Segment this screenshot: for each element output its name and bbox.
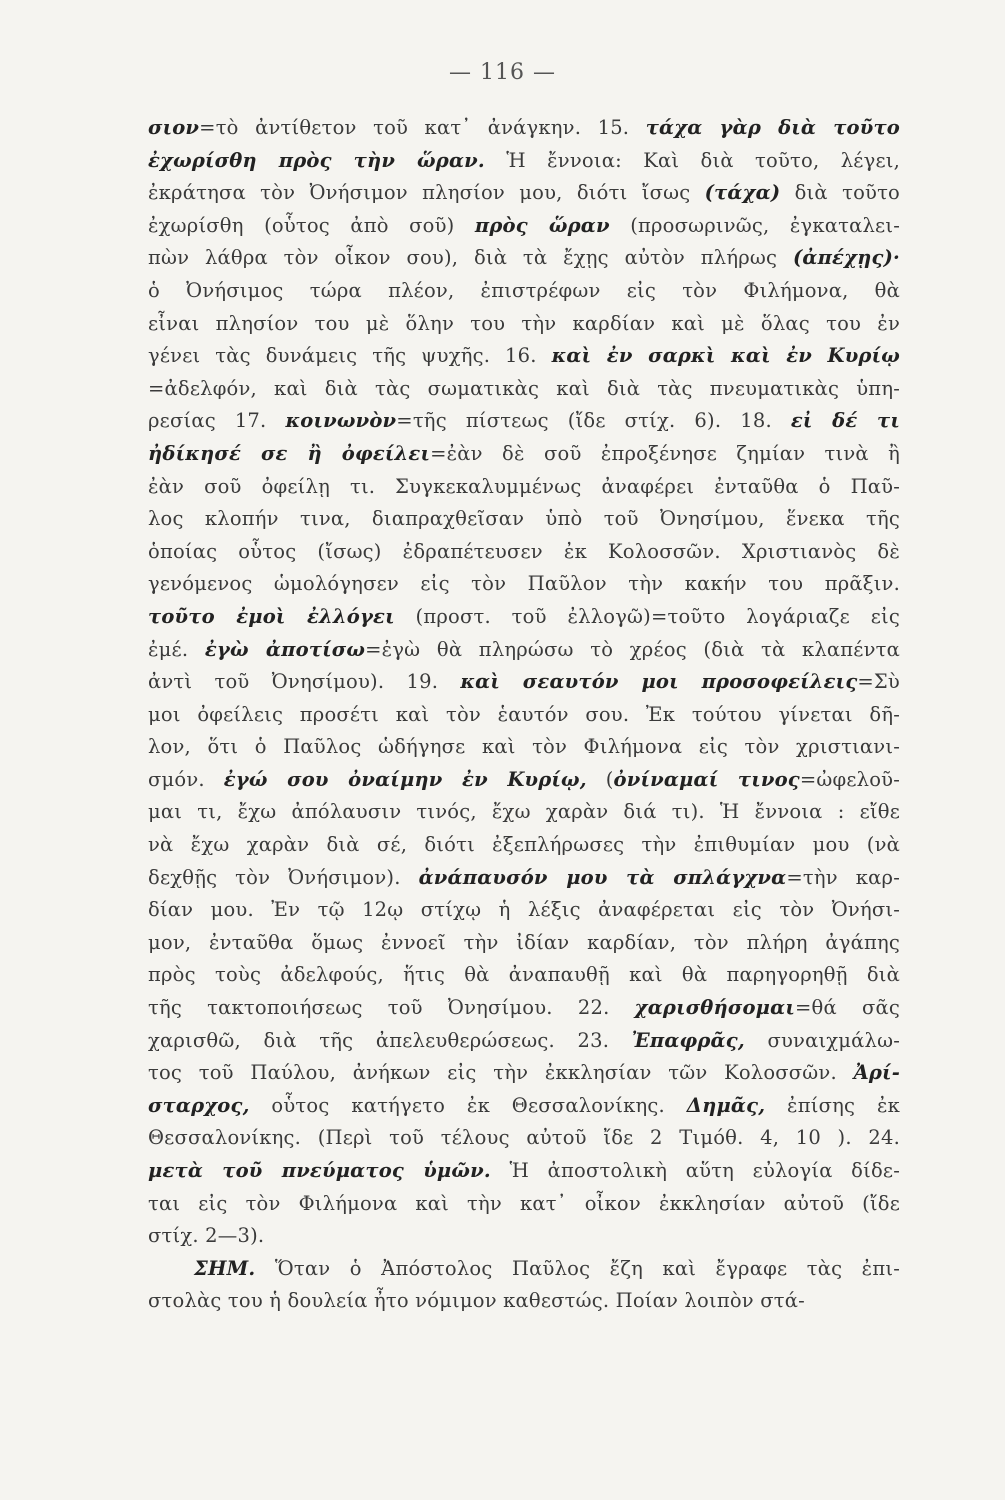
text-line <box>148 1090 900 1123</box>
text-run: συναιχμάλω- <box>744 1028 900 1052</box>
text-run: γενόμενος ὡμολόγησεν εἰς τὸν Παῦλον τὴν κακήν του πρᾶξιν. <box>148 572 900 596</box>
text-line <box>148 699 900 732</box>
text-run: =ὠφελοῦ- <box>799 767 900 791</box>
text-line <box>148 1025 900 1058</box>
text-run: =τὴν καρ- <box>786 865 900 889</box>
text-run: ται εἰς τὸν Φιλήμονα καὶ τὴν κατ᾽ οἶκον ἐκκλησίαν αὐτοῦ (ἴδε <box>148 1191 900 1215</box>
emphasized-term: (ἀπέχῃς)· <box>792 246 900 270</box>
emphasized-term: ἀνάπαυσόν μου τὰ σπλάγχνα <box>418 865 787 889</box>
text-line <box>148 601 900 634</box>
text-line <box>148 992 900 1025</box>
text-run: ὁ Ὀνήσιμος τώρα πλέον, ἐπιστρέφων εἰς τὸν Φιλήμονα, θὰ <box>148 278 900 302</box>
text-line <box>148 634 900 667</box>
emphasized-term: τοῦτο ἐμοὶ ἐλλόγει <box>148 604 395 628</box>
text-line <box>148 438 900 471</box>
emphasized-term: πρὸς ὥραν <box>474 213 610 237</box>
text-run: ἀντὶ τοῦ Ὀνησίμου). 19. <box>148 670 461 694</box>
text-run: =θά σᾶς <box>794 996 901 1020</box>
text-run: λος κλοπήν τινα, διαπραχθεῖσαν ὑπὸ τοῦ Ὀνησίμου, ἕνεκα τῆς <box>148 507 900 531</box>
text-run: νὰ ἔχω χαρὰν διὰ σέ, διότι ἐξεπλήρωσες τὴν ἐπιθυμίαν μου (νὰ <box>148 833 900 857</box>
text-run: Ἡ ἔννοια: Καὶ διὰ τοῦτο, λέγει, <box>484 148 900 172</box>
text-run: μοι ὀφείλεις προσέτι καὶ τὸν ἑαυτόν σου. Ἐκ τούτου γίνεται δῆ- <box>148 702 900 726</box>
text-run: ἐχωρίσθη (οὗτος ἀπὸ σοῦ) <box>148 213 475 237</box>
text-run: λον, ὅτι ὁ Παῦλος ὡδήγησε καὶ τὸν Φιλήμονα εἰς τὸν χριστιανι- <box>148 735 900 759</box>
emphasized-term: μετὰ τοῦ πνεύματος ὑμῶν. <box>148 1159 491 1182</box>
text-run: ἐκράτησα τὸν Ὀνήσιμον πλησίον μου, διότι ἴσως <box>148 181 705 205</box>
text-run: δεχθῇς τὸν Ὀνήσιμον). <box>148 865 419 889</box>
text-line <box>148 1122 900 1155</box>
text-run: =ἀδελφόν, καὶ διὰ τὰς σωματικὰς καὶ διὰ τὰς πνευματικὰς ὑπη- <box>148 376 900 400</box>
text-line <box>148 927 900 960</box>
text-line <box>148 959 900 992</box>
note-heading: ΣΗΜ. <box>194 1256 256 1280</box>
emphasized-term: ἠδίκησέ σε ἢ ὀφείλει <box>148 441 431 465</box>
emphasized-term: καὶ σεαυτόν μοι προσοφείλεις <box>460 670 858 694</box>
text-run: =ἐγὼ θὰ πληρώσω τὸ χρέος (διὰ τὰ κλαπέντα <box>365 637 900 661</box>
emphasized-term: χαρισθήσομαι <box>634 996 795 1020</box>
text-line <box>148 177 900 210</box>
text-line <box>148 764 900 797</box>
text-line <box>148 666 900 699</box>
emphasized-term: ὀνίναμαί τινος <box>613 767 800 791</box>
text-line <box>148 112 900 145</box>
text-line <box>148 862 900 895</box>
text-line <box>148 894 900 927</box>
text-line <box>148 1057 900 1090</box>
text-run: =τὸ ἀντίθετον τοῦ κατ᾽ ἀνάγκην. 15. <box>199 116 646 139</box>
text-line <box>148 242 900 275</box>
text-run: ( <box>586 767 614 791</box>
text-line <box>148 373 900 406</box>
text-line <box>148 471 900 504</box>
text-run: διὰ τοῦτο <box>780 181 900 205</box>
text-line <box>148 731 900 764</box>
text-run: στολὰς του ἡ δουλεία ἦτο νόμιμον καθεστώς. Ποίαν λοιπὸν στά- <box>148 1289 805 1313</box>
text-run: ὁποίας οὗτος (ἴσως) ἐδραπέτευσεν ἐκ Κολοσσῶν. Χριστιανὸς δὲ <box>148 539 900 563</box>
text-run: εἶναι πλησίον του μὲ ὅλην του τὴν καρδίαν καὶ μὲ ὅλας του ἐν <box>148 311 900 335</box>
text-line <box>148 503 900 536</box>
text-run: γένει τὰς δυνάμεις τῆς ψυχῆς. 16. <box>148 344 552 368</box>
emphasized-term: ἐγὼ ἀποτίσω <box>204 637 366 661</box>
text-run: πὼν λάθρα τὸν οἶκον σου), διὰ τὰ ἔχῃς αὐτὸν πλήρως <box>148 246 793 270</box>
emphasized-term: Ἐπαφρᾶς, <box>631 1028 745 1052</box>
emphasized-term: σταρχος, <box>148 1093 250 1117</box>
text-line <box>148 210 900 243</box>
text-run: μον, ἐνταῦθα ὅμως ἐννοεῖ τὴν ἰδίαν καρδίαν, τὸν πλήρη ἀγάπης <box>148 930 900 954</box>
emphasized-term: σιον <box>148 116 200 139</box>
text-line <box>148 405 900 438</box>
text-run: ρεσίας 17. <box>148 409 286 433</box>
text-run: σμόν. <box>148 767 224 791</box>
emphasized-term: τάχα γὰρ διὰ τοῦτο <box>645 116 900 139</box>
text-line <box>148 1253 900 1286</box>
text-run: τῆς τακτοποιήσεως τοῦ Ὀνησίμου. 22. <box>148 996 635 1020</box>
emphasized-term: καὶ ἐν σαρκὶ καὶ ἐν Κυρίῳ <box>551 344 900 368</box>
emphasized-term: (τάχα) <box>704 181 781 205</box>
text-run: =τῆς πίστεως (ἴδε στίχ. 6). 18. <box>396 409 791 433</box>
text-run: Ὅταν ὁ Ἀπόστολος Παῦλος ἔζη καὶ ἔγραφε τὰς ἐπι- <box>255 1256 900 1280</box>
text-line <box>148 829 900 862</box>
text-run: Θεσσαλονίκης. (Περὶ τοῦ τέλους αὐτοῦ ἴδε 2 Τιμόθ. 4, 10 ). 24. <box>148 1126 900 1150</box>
text-line <box>148 145 900 178</box>
text-run: πρὸς τοὺς ἀδελφούς, ἥτις θὰ ἀναπαυθῇ καὶ θὰ παρηγορηθῇ διὰ <box>148 963 900 987</box>
text-line <box>148 275 900 308</box>
text-line <box>148 1285 900 1318</box>
text-line <box>148 568 900 601</box>
emphasized-term: Δημᾶς, <box>686 1093 766 1117</box>
text-run: οὗτος κατήγετο ἐκ Θεσσαλονίκης. <box>249 1093 687 1117</box>
text-line <box>148 1155 900 1188</box>
text-line <box>148 308 900 341</box>
emphasized-term: ἐχωρίσθη πρὸς τὴν ὥραν. <box>148 148 485 172</box>
text-run: ἐπίσης ἐκ <box>765 1093 900 1117</box>
text-run: =ἐὰν δὲ σοῦ ἐπροξένησε ζημίαν τινὰ ἢ <box>430 441 900 465</box>
text-run: (προστ. τοῦ ἐλλογῶ)=τοῦτο λογάριαζε εἰς <box>394 604 900 628</box>
text-line <box>148 1188 900 1221</box>
text-run: Ἡ ἀποστολικὴ αὕτη εὐλογία δίδε- <box>490 1159 900 1182</box>
emphasized-term: κοινωνὸν <box>285 409 397 433</box>
text-line <box>148 536 900 569</box>
emphasized-term: ἐγώ σου ὀναίμην ἐν Κυρίῳ, <box>223 767 587 791</box>
text-line <box>148 340 900 373</box>
commentary-text <box>148 112 900 1318</box>
text-run: (προσωρινῶς, ἐγκαταλει- <box>609 213 900 237</box>
text-run: =Σὺ <box>857 670 900 694</box>
text-run: ἐμέ. <box>148 637 205 661</box>
text-run: τος τοῦ Παύλου, ἀνήκων εἰς τὴν ἐκκλησίαν τῶν Κολοσσῶν. <box>148 1061 854 1085</box>
emphasized-term: Ἀρί- <box>853 1061 900 1085</box>
text-run: στίχ. 2—3). <box>148 1224 265 1248</box>
text-run: χαρισθῶ, διὰ τῆς ἀπελευθερώσεως. 23. <box>148 1028 632 1052</box>
emphasized-term: εἰ δέ τι <box>790 409 900 433</box>
page-number: — 116 — <box>449 60 556 85</box>
text-line <box>148 796 900 829</box>
text-line <box>148 1220 900 1253</box>
text-run: μαι τι, ἔχω ἀπόλαυσιν τινός, ἔχω χαρὰν διά τι). Ἡ ἔννοια : εἴθε <box>148 800 900 824</box>
text-run: δίαν μου. Ἐν τῷ 12ῳ στίχῳ ἡ λέξις ἀναφέρεται εἰς τὸν Ὀνήσι- <box>148 898 900 922</box>
text-run: ἐὰν σοῦ ὀφείλῃ τι. Συγκεκαλυμμένως ἀναφέρει ἐνταῦθα ὁ Παῦ- <box>148 474 900 498</box>
